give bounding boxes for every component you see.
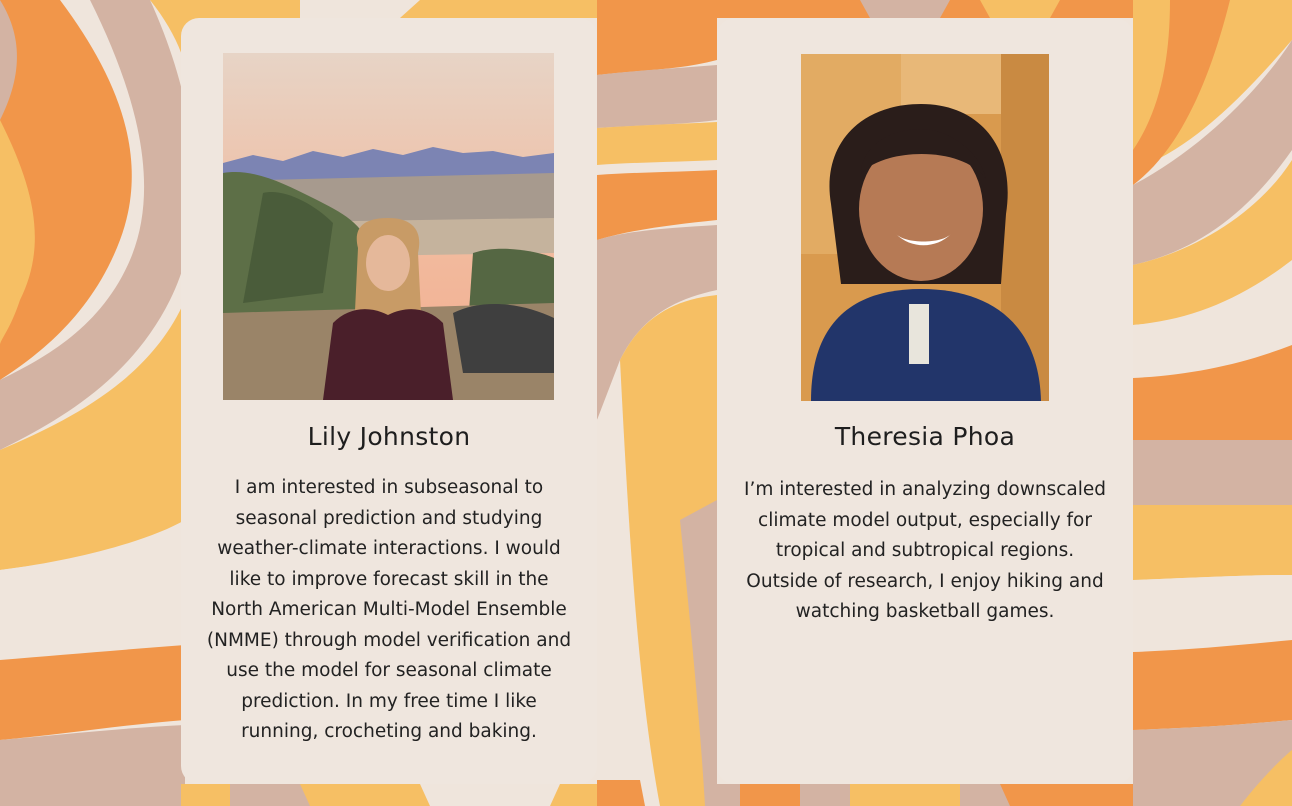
profile-card-theresia xyxy=(717,18,1133,784)
profile-bio: I am interested in subseasonal to seasonal prediction and studying weather-climate interactions. I would like to improve forecast skill in the North American Multi-Model Ensemble (NMME) through model verification and use the model for seasonal climate prediction. In my free time I like running, crocheting and baking. xyxy=(206,477,572,742)
profile-photo-lily xyxy=(223,53,554,400)
profile-name: Theresia Phoa xyxy=(834,422,1016,451)
person-outdoors-photo-icon xyxy=(223,53,554,400)
profile-card-lily xyxy=(181,18,597,784)
profile-photo-theresia xyxy=(801,54,1049,401)
profile-bio: I’m interested in analyzing downscaled climate model output, especially for tropical and subtropical regions. Outside of research, I enjoy hiking and watching basketball games. xyxy=(744,479,1106,622)
profile-name: Lily Johnston xyxy=(307,422,471,451)
person-selfie-photo-icon xyxy=(801,54,1049,401)
